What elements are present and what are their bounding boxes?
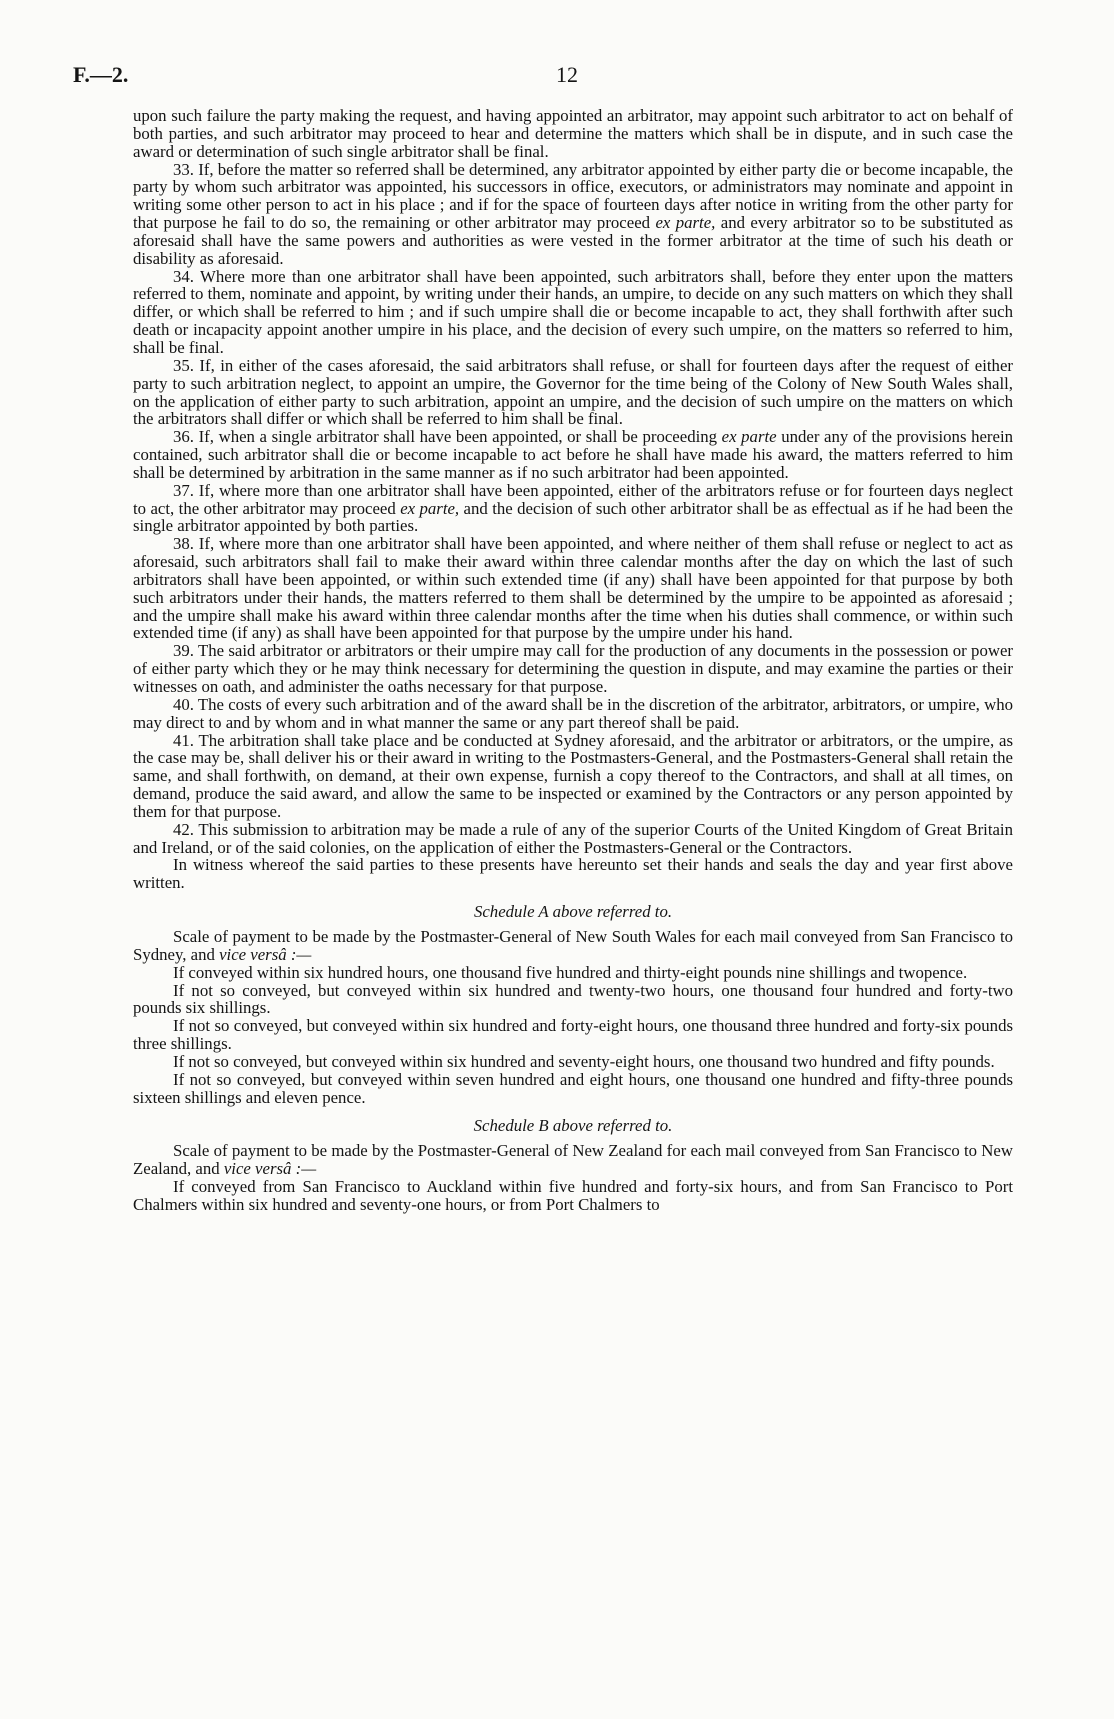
schedule-a-heading: Schedule A above referred to. xyxy=(473,902,673,922)
schedule-a-item: If conveyed within six hundred hours, one thousand five hundred and thirty-eight pounds nine shillings and twopence. xyxy=(173,962,968,982)
schedule-b-intro xyxy=(133,1142,1013,1178)
page-number: 12 xyxy=(556,62,578,87)
clause-33 xyxy=(133,161,1013,268)
schedule-a-item: If not so conveyed, but conveyed within seven hundred and eight hours, one thousand one hundred and fifty-three pounds sixteen shillings and eleven pence. xyxy=(133,1069,1013,1107)
document-body xyxy=(133,107,1013,1214)
clause-latin-term: ex parte xyxy=(721,427,777,447)
clause-text: The arbitration shall take place and be conducted at Sydney aforesaid, and the arbitrator or arbitrators, or the umpire, as the case may be, shall deliver his or their award in writing to the Postmasters-General, and the Postmasters-General shall retain the same, and shall forthwith, on demand, at their own expense, furnish a copy thereof to the Contractors, and shall at all times, on demand, produce the said award, and allow the same to be inspected or examined by the Contractors or any person appointed by them for that purpose. xyxy=(133,730,1013,821)
clause-35 xyxy=(133,357,1013,428)
schedule-intro-latin: vice versâ :— xyxy=(219,944,312,964)
schedule-a-item: If not so conveyed, but conveyed within six hundred and twenty-two hours, one thousand four hundred and forty-two pounds six shillings. xyxy=(133,980,1013,1018)
clause-number: 37. xyxy=(173,480,194,500)
clause-text: under any of the provisions herein contained, such arbitrator shall die or become incapable to act before he shall have made his award, the matters referred to him shall be determined by arbitration in the same manner as if no such arbitrator had been appointed. xyxy=(133,427,1014,482)
clause-number: 33. xyxy=(173,159,194,179)
clause-latin-term: ex parte, xyxy=(400,498,460,518)
clause-41 xyxy=(133,732,1013,821)
clause-number: 34. xyxy=(173,266,194,286)
schedule-b-item: If conveyed from San Francisco to Auckland within five hundred and forty-six hours, and from San Francisco to Port Chalmers within six hundred and seventy-one hours, or from Port Chalmers to xyxy=(133,1176,1013,1214)
clause-36 xyxy=(133,428,1013,482)
clause-37 xyxy=(133,482,1013,536)
clause-38 xyxy=(133,535,1013,642)
document-reference: F.—2. xyxy=(73,62,129,87)
clause-text: If, in either of the cases aforesaid, the said arbitrators shall refuse, or shall for fourteen days after the request of either party to such arbitration neglect, to appoint an umpire, the Governor for the time being of the Colony of New South Wales shall, on the application of either party to such arbitration, appoint an umpire, and the decision of such umpire on the matters on which the arbitrators shall differ or which shall be referred to him shall be final. xyxy=(133,355,1013,429)
schedule-a-item: If not so conveyed, but conveyed within six hundred and seventy-eight hours, one thousand two hundred and fifty pounds. xyxy=(173,1051,995,1071)
witness-clause: In witness whereof the said parties to these presents have hereunto set their hands and seals the day and year first above written. xyxy=(133,855,1013,893)
clause-40 xyxy=(133,696,1013,732)
clause-number: 36. xyxy=(173,427,194,447)
clause-latin-term: ex parte, xyxy=(655,213,716,233)
clause-text: Where more than one arbitrator shall have been appointed, such arbitrators shall, before they enter upon the matters referred to them, nominate and appoint, by writing under their hands, an umpire, to decide on any such matters on which they shall differ, or which shall be referred to him ; and if such umpire shall die or become incapable to act, they shall forthwith after such death or incapacity appoint another umpire in his place, and the decision of every such umpire, on the matters so referred to him, shall be final. xyxy=(133,266,1013,357)
clause-text: If, before the matter so referred shall be determined, any arbitrator appointed by either party die or become incapable, the party by whom such arbitrator was appointed, his successors in office, executors, or administrators may nominate and appoint in writing some other person to act in his place ; and if for the space of fourteen days after notice in writing from the other party for that purpose he fail to do so, the remaining or other arbitrator may proceed xyxy=(133,159,1013,233)
clause-34 xyxy=(133,268,1013,357)
clause-number: 39. xyxy=(173,641,194,661)
clause-text: and every arbitrator so to be substituted as aforesaid shall have the same powers and authorities as were vested in the former arbitrator at the time of such his death or disability as aforesaid. xyxy=(133,213,1013,268)
schedule-a-item: If not so conveyed, but conveyed within six hundred and forty-eight hours, one thousand three hundred and forty-six pounds three shillings. xyxy=(133,1016,1013,1054)
clause-text: This submission to arbitration may be made a rule of any of the superior Courts of the United Kingdom of Great Britain and Ireland, or of the said colonies, on the application of either the Postmasters-General or the Contractors. xyxy=(133,819,1013,857)
clause-text: If, where more than one arbitrator shall have been appointed, either of the arbitrators refuse or for fourteen days neglect to act, the other arbitrator may proceed xyxy=(133,480,1013,518)
schedule-intro-latin: vice versâ :— xyxy=(223,1159,317,1179)
clause-text: and the decision of such other arbitrator shall be as effectual as if he had been the single arbitrator appointed by both parties. xyxy=(133,498,1013,536)
clause-text: The said arbitrator or arbitrators or their umpire may call for the production of any documents in the possession or power of either party which they or he may think necessary for determining the question in dispute, and may examine the parties or their witnesses on oath, and administer the oaths necessary for that purpose. xyxy=(133,641,1013,696)
clause-number: 40. xyxy=(173,694,194,714)
clause-text: The costs of every such arbitration and of the award shall be in the discretion of the arbitrator, arbitrators, or umpire, who may direct to and by whom and in what manner the same or any part thereof shall be paid. xyxy=(133,694,1013,732)
clause-text: If, where more than one arbitrator shall have been appointed, and where neither of them shall refuse or neglect to act as aforesaid, such arbitrators shall fail to make their award within three calendar months after the day on which the last of such arbitrators shall have been appointed, or within such extended time (if any) shall have been appointed for that purpose by both such arbitrators under their hands, the matters referred to them shall be determined by the umpire to be appointed as aforesaid ; and the umpire shall make his award within three calendar months after the time when his duties shall commence, or within such extended time (if any) as shall have been appointed for that purpose by the umpire under his hand. xyxy=(133,534,1013,643)
clause-42 xyxy=(133,821,1013,857)
clause-number: 38. xyxy=(173,534,194,554)
schedule-intro-text: Scale of payment to be made by the Postmaster-General of New Zealand for each mail conveyed from San Francisco to New Zealand, and xyxy=(133,1141,1013,1179)
paragraph-continued: upon such failure the party making the request, and having appointed an arbitrator, may appoint such arbitrator to act on behalf of both parties, and such arbitrator may proceed to hear and determine the matters which shall be in dispute, and in such case the award or determination of such single arbitrator shall be final. xyxy=(133,106,1013,161)
schedule-b-heading: Schedule B above referred to. xyxy=(473,1116,673,1136)
clause-number: 42. xyxy=(173,819,194,839)
clause-number: 41. xyxy=(173,730,194,750)
schedule-intro-text: Scale of payment to be made by the Postmaster-General of New South Wales for each mail conveyed from San Francisco to Sydney, and xyxy=(133,926,1013,964)
clause-number: 35. xyxy=(173,355,194,375)
schedule-a-intro xyxy=(133,928,1013,964)
clause-39 xyxy=(133,642,1013,696)
clause-text: If, when a single arbitrator shall have been appointed, or shall be proceeding xyxy=(193,427,722,447)
